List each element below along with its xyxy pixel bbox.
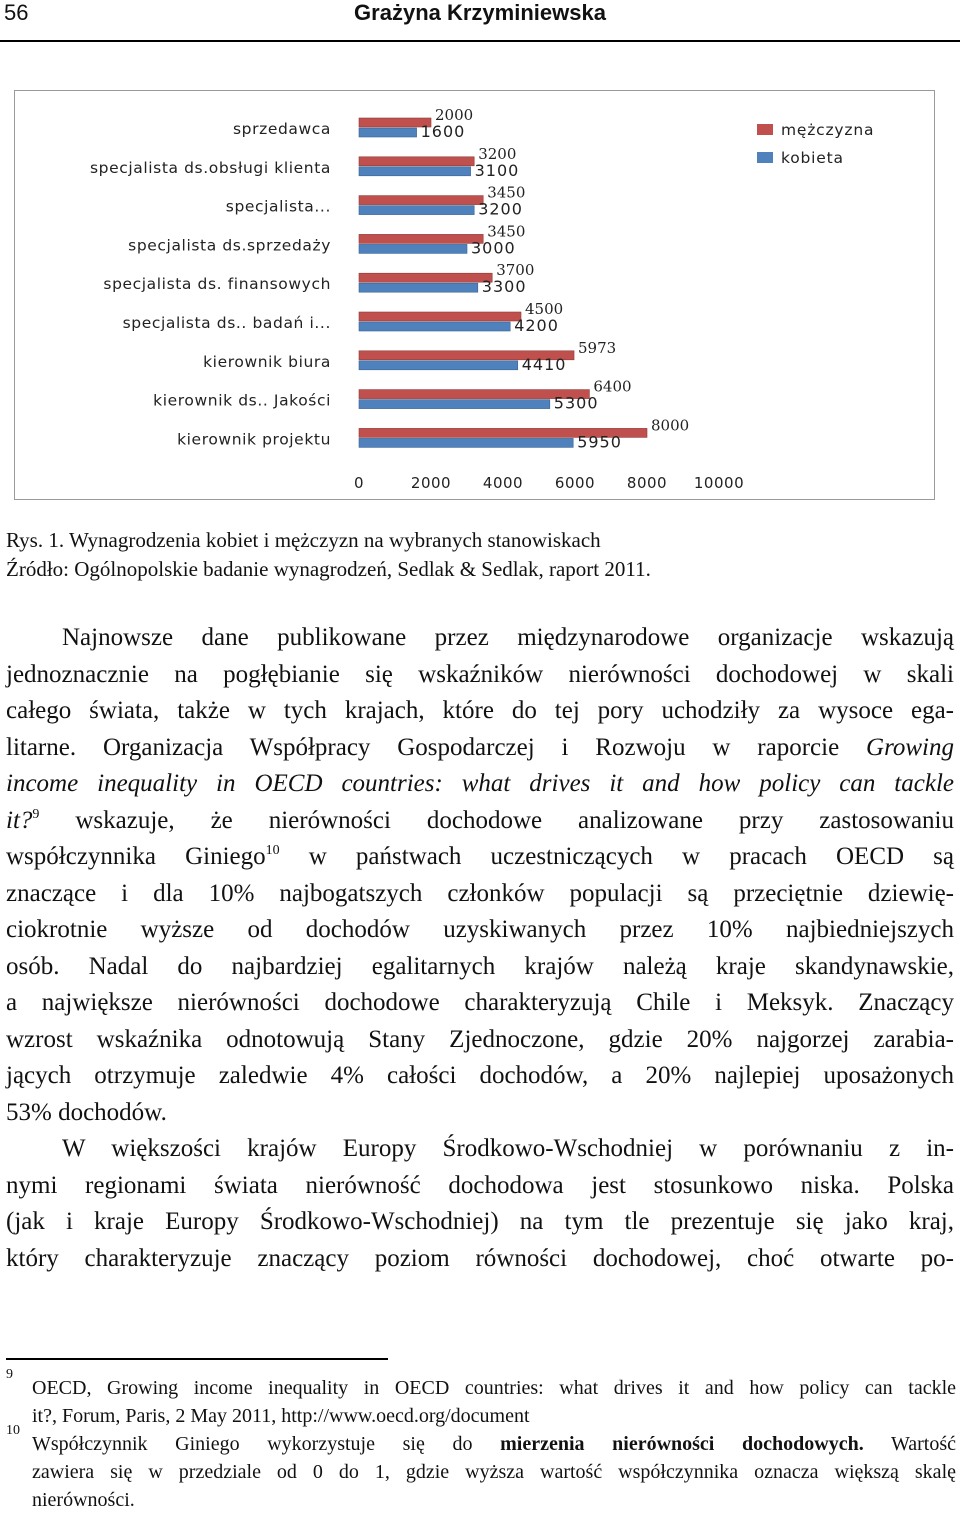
body-text-run: litarne. Organizacja Współpracy Gospodarczej i Rozwoju w raporcie	[6, 733, 867, 761]
bar-mezczyzna	[359, 234, 483, 243]
value-label-mezczyzna: 2000	[435, 106, 474, 124]
chart-canvas	[15, 91, 936, 501]
footnote-10-line	[6, 1458, 956, 1486]
bar-mezczyzna	[359, 157, 474, 166]
footnote-10-line	[6, 1486, 956, 1514]
body-text-run: współczynnika Giniego	[6, 843, 266, 870]
legend-swatch	[757, 124, 773, 135]
footnotes	[6, 1367, 957, 1514]
legend-label: mężczyzna	[781, 121, 875, 139]
legend-swatch	[757, 152, 773, 163]
body-line: jednoznacznie na pogłębianie się wskaźników nierówności dochodowej w skali	[6, 660, 954, 688]
x-tick-label: 8000	[626, 474, 668, 492]
category-label: sprzedawca	[233, 120, 331, 138]
value-label-mezczyzna: 3700	[496, 261, 535, 280]
body-line	[6, 839, 954, 876]
value-label-mezczyzna: 4500	[525, 300, 564, 318]
bar-kobieta	[359, 206, 474, 215]
legend-label: kobieta	[781, 149, 844, 167]
value-label-kobieta: 5950	[577, 432, 622, 452]
footnote-9-line	[6, 1402, 956, 1430]
report-title-italic: income inequality in OECD countries: what drives it and how policy can tackle	[6, 770, 954, 797]
category-label: specjalista ds.. badań i...	[122, 314, 331, 332]
category-label: kierownik ds.. Jakości	[153, 391, 331, 410]
bar-mezczyzna	[359, 273, 492, 282]
x-tick-label: 4000	[482, 474, 524, 492]
footnote-bold-text: mierzenia nierówności dochodowych.	[500, 1433, 864, 1455]
value-label-mezczyzna: 3450	[487, 222, 526, 241]
bar-kobieta	[359, 322, 510, 331]
body-text-run: wskazuje, że nierówności dochodowe analizowane przy zastosowaniu	[39, 806, 954, 834]
footnote-ref-10: 10	[265, 843, 280, 858]
x-tick-label: 0	[353, 474, 365, 492]
running-author: Grażyna Krzyminiewska	[354, 0, 606, 25]
body-line: ciokrotnie wyższe od dochodów uzyskiwanych przez 10% najbiedniejszych	[6, 916, 954, 943]
body-line: jących otrzymuje zaledwie 4% całości dochodów, a 20% najlepiej uposażonych	[6, 1062, 954, 1089]
body-line: a największe nierówności dochodowe charakteryzują Chile i Meksyk. Znaczący	[6, 989, 954, 1016]
body-line: osób. Nadal do najbardziej egalitarnych krajów należą kraje skandynawskie,	[6, 952, 954, 980]
body-line: całego świata, także w tych krajach, które do tej pory uchodziły za wysoce ega-	[6, 697, 954, 724]
x-tick-label: 2000	[410, 474, 452, 492]
bar-kobieta	[359, 244, 467, 253]
bar-kobieta	[359, 361, 518, 370]
category-label: specjalista ds.sprzedaży	[128, 236, 331, 255]
value-label-kobieta: 3000	[471, 238, 516, 258]
value-label-mezczyzna: 5973	[578, 338, 617, 357]
x-tick-label: 10000	[693, 474, 745, 492]
value-label-mezczyzna: 8000	[651, 416, 690, 435]
category-label: specjalista...	[225, 197, 331, 216]
value-label-mezczyzna: 3200	[478, 144, 517, 163]
report-title-italic: Growing	[866, 733, 954, 761]
body-line	[6, 766, 954, 803]
category-label: specjalista ds.obsługi klienta	[89, 158, 331, 177]
category-label: kierownik projektu	[177, 430, 331, 449]
bar-kobieta	[359, 128, 417, 137]
page-number: 56	[4, 0, 29, 25]
body-line	[6, 730, 954, 767]
bar-mezczyzna	[359, 196, 483, 205]
footnote-ref-9: 9	[32, 806, 40, 822]
bar-kobieta	[359, 438, 573, 447]
body-line: znaczące i dla 10% najbogatszych członków populacji są przeciętnie dziewię-	[6, 879, 954, 907]
value-label-kobieta: 3100	[474, 160, 520, 180]
body-line: nymi regionami świata nierówność dochodowa jest stosunkowo niska. Polska	[6, 1171, 954, 1199]
category-label: kierownik biura	[203, 352, 331, 371]
bar-kobieta	[359, 167, 471, 176]
body-text	[6, 620, 954, 1277]
header-rule	[0, 40, 960, 42]
x-tick-label: 6000	[554, 474, 596, 492]
salary-chart	[14, 90, 935, 500]
value-label-mezczyzna: 3450	[487, 183, 526, 202]
value-label-kobieta: 4200	[514, 316, 559, 335]
caption-source: Źródło: Ogólnopolskie badanie wynagrodzeń, Sedlak & Sedlak, raport 2011.	[6, 557, 651, 581]
bar-mezczyzna	[359, 312, 521, 321]
value-label-kobieta: 5300	[553, 393, 599, 413]
footnote-text: zawiera się w przedziale od 0 do 1, gdzie wyższa wartość współczynnika oznacza większą skalę	[32, 1461, 956, 1483]
footnote-rule	[6, 1358, 388, 1360]
footnote-text: it?, Forum, Paris, 2 May 2011, http://www.oecd.org/document	[32, 1405, 530, 1427]
footnote-text: nierówności.	[32, 1489, 135, 1511]
value-label-kobieta: 3200	[478, 199, 523, 219]
footnote-text: Współczynnik Giniego wykorzystuje się do	[32, 1433, 501, 1455]
body-line: Najnowsze dane publikowane przez międzynarodowe organizacje wskazują	[62, 624, 954, 651]
value-label-kobieta: 4410	[521, 354, 567, 374]
body-line: W większości krajów Europy Środkowo-Wschodniej w porównaniu z in-	[62, 1135, 954, 1162]
category-label: specjalista ds. finansowych	[103, 275, 331, 294]
body-line: (jak i kraje Europy Środkowo-Wschodniej) na tym tle prezentuje się jako kraj,	[6, 1208, 954, 1235]
page-header	[0, 0, 960, 36]
footnote-number: 9	[6, 1367, 13, 1382]
value-label-kobieta: 1600	[420, 122, 466, 141]
body-text-run: w państwach uczestniczących w pracach OECD są	[279, 843, 954, 870]
bar-kobieta	[359, 400, 550, 409]
bar-kobieta	[359, 283, 478, 292]
value-label-kobieta: 3300	[481, 277, 527, 297]
footnote-text: OECD, Growing income inequality in OECD countries: what drives it and how policy can tackle	[32, 1377, 956, 1399]
footnote-text: Wartość	[863, 1433, 957, 1455]
body-line: wzrost wskaźnika odnotowują Stany Zjednoczone, gdzie 20% najgorzej zarabia-	[6, 1025, 954, 1053]
report-title-italic: it?	[6, 806, 33, 834]
value-label-mezczyzna: 6400	[593, 377, 632, 396]
footnote-number: 10	[6, 1423, 20, 1438]
body-line: 53% dochodów.	[6, 1098, 167, 1126]
body-line: który charakteryzuje znaczący poziom równości dochodowej, choć otwarte po-	[6, 1244, 954, 1272]
body-line	[6, 803, 954, 840]
footnote-10-line	[6, 1423, 957, 1458]
caption-title: Rys. 1. Wynagrodzenia kobiet i mężczyzn na wybranych stanowiskach	[6, 528, 601, 552]
figure-caption	[6, 526, 946, 584]
footnote-9-line	[6, 1367, 956, 1402]
